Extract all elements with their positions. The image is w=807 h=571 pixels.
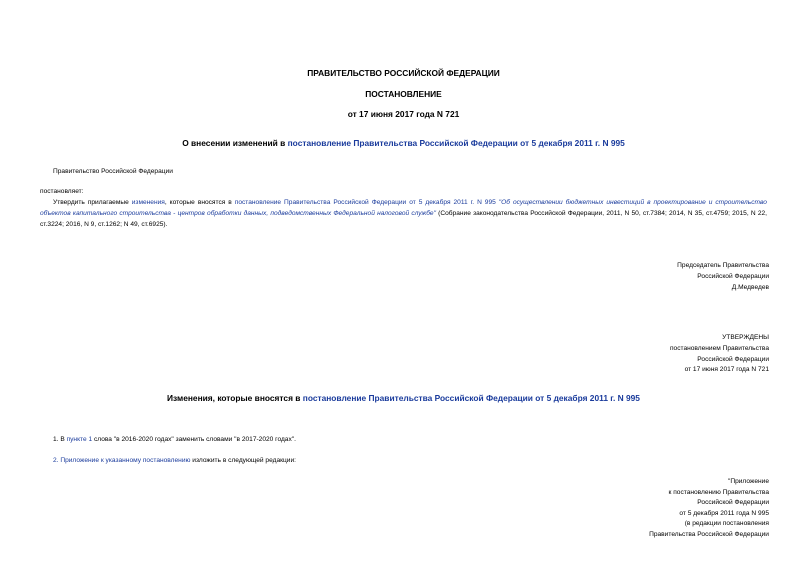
paragraph-approve — [40, 197, 767, 230]
signature-name: Д.Медведев — [731, 284, 769, 291]
title-prefix: О внесении изменений в — [182, 138, 288, 148]
appendix-link[interactable]: 2. Приложение к указанному постановлению — [53, 457, 191, 464]
appendix-line-3: Российской Федерации — [697, 499, 769, 506]
changes-title-prefix: Изменения, которые вносятся в — [167, 393, 303, 403]
document-title — [0, 138, 807, 148]
item-1-text-b: слова "в 2016-2020 годах" заменить словами "в 2017-2020 годах". — [92, 436, 296, 443]
appendix-line-4: от 5 декабря 2011 года N 995 — [679, 510, 769, 517]
resolves-line: постановляет: — [40, 188, 84, 195]
changes-title-decree-link[interactable]: постановление Правительства Российской Федерации от 5 декабря 2011 г. N 995 — [302, 393, 640, 403]
point-1-link[interactable]: пункте 1 — [66, 436, 93, 443]
changes-link[interactable]: изменения — [131, 199, 165, 206]
item-1-text-a: 1. В — [53, 436, 67, 443]
item-2 — [53, 455, 296, 466]
decree-995-title-link[interactable]: "Об осуществлении бюджетных инвестиций в проектирование и строительство объектов капитального строительства - центров обработки данных, подведомственных Федеральной налоговой службе" — [40, 199, 767, 217]
signature-position-1: Председатель Правительства — [677, 262, 769, 269]
government-heading: ПРАВИТЕЛЬСТВО РОССИЙСКОЙ ФЕДЕРАЦИИ — [307, 68, 500, 78]
government-line: Правительство Российской Федерации — [53, 168, 173, 175]
p1-text-c: (Собрание законодательства Российской Федерации, 2011, N 50, ст.7384; 2014, N 35, ст.4759; 2015, N 22, ст.3224; 2016, N 9, ст.1262; N 49, ст.6925). — [40, 210, 767, 228]
appendix-line-5: (в редакции постановления — [684, 520, 769, 527]
title-decree-link[interactable]: постановление Правительства Российской Федерации от 5 декабря 2011 г. N 995 — [287, 138, 625, 148]
approved-line-4: от 17 июня 2017 года N 721 — [684, 366, 769, 373]
approved-line-3: Российской Федерации — [697, 356, 769, 363]
decree-995-link[interactable]: постановление Правительства Российской Федерации от 5 декабря 2011 г. N 995 — [234, 199, 496, 206]
appendix-line-2: к постановлению Правительства — [668, 489, 769, 496]
item-1 — [53, 434, 296, 445]
document-type: ПОСТАНОВЛЕНИЕ — [365, 89, 442, 99]
appendix-line-1: "Приложение — [727, 478, 769, 485]
approved-line-1: УТВЕРЖДЕНЫ — [722, 334, 769, 341]
item-2-text: изложить в следующей редакции: — [190, 457, 297, 464]
changes-title — [0, 393, 807, 403]
appendix-line-6: Правительства Российской Федерации — [649, 531, 769, 538]
p1-text-b: , которые вносятся в — [164, 199, 235, 206]
p1-text-a: Утвердить прилагаемые — [53, 199, 132, 206]
signature-position-2: Российской Федерации — [697, 273, 769, 280]
approved-line-2: постановлением Правительства — [669, 345, 769, 352]
document-date-number: от 17 июня 2017 года N 721 — [347, 109, 460, 119]
